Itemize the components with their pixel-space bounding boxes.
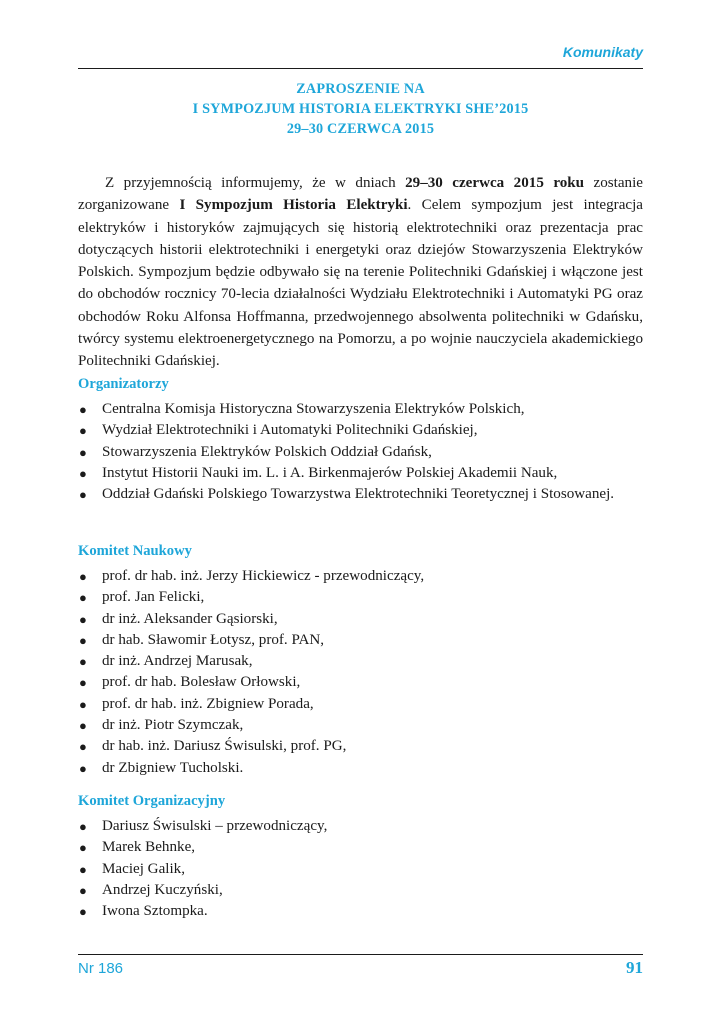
intro-dates: 29–30 czerwca 2015 roku (405, 175, 585, 191)
title-line-1: ZAPROSZENIE NA (296, 81, 425, 97)
scientific-committee-list (78, 566, 643, 779)
document-page (78, 0, 643, 1024)
organizers-heading: Organizatorzy (78, 376, 169, 392)
intro-text-1: Z przyjemnością informujemy, że w dniach (105, 175, 406, 191)
bullet-icon: ● (79, 423, 87, 439)
list-item: ● Oddział Gdański Polskiego Towarzystwa Elektrotechniki Teoretycznej i Stosowanej. (78, 484, 643, 505)
bullet-icon: ● (79, 739, 87, 755)
list-item: ● dr inż. Andrzej Marusak, (78, 651, 643, 672)
list-item: ● dr inż. Aleksander Gąsiorski, (78, 609, 643, 630)
list-item: ● prof. dr hab. inż. Jerzy Hickiewicz - przewodniczący, (78, 566, 643, 587)
section-label: Komunikaty (562, 44, 643, 60)
bullet-icon: ● (79, 590, 87, 606)
list-item: ● dr inż. Piotr Szymczak, (78, 715, 643, 736)
intro-text-2: zostanie zorganizowane (78, 175, 643, 214)
list-item: ● Maciej Galik, (78, 859, 643, 880)
list-item: ● Marek Behnke, (78, 837, 643, 858)
bullet-icon: ● (79, 465, 87, 481)
list-item: ● prof. Jan Felicki, (78, 587, 643, 608)
organizers-list (78, 399, 643, 505)
invitation-title (78, 79, 643, 139)
bullet-icon: ● (79, 840, 87, 856)
bullet-icon: ● (79, 611, 87, 627)
issue-number: Nr 186 (78, 960, 124, 977)
list-item: ● dr hab. Sławomir Łotysz, prof. PAN, (78, 630, 643, 651)
bullet-icon: ● (79, 819, 87, 834)
scientific-committee-heading: Komitet Naukowy (78, 543, 192, 559)
title-line-2: I SYMPOZJUM HISTORIA ELEKTRYKI SHE’2015 (192, 101, 529, 117)
intro-event-name: I Sympozjum Historia Elektryki (179, 197, 408, 214)
list-item: ● Stowarzyszenia Elektryków Polskich Oddział Gdańsk, (78, 442, 643, 463)
bullet-icon: ● (79, 882, 87, 898)
intro-text-3: . Celem sympozjum jest integracja elektryków i historyków zajmujących się historią elektrotechniki oraz prezentacja prac dotyczących historii elektrotechniki i energetyki oraz dziejów Stowarzyszenia Elektryków Polskich. Sympozjum będzie odbywało się na terenie Politechniki Gdańskiej i włączone jest do obchodów rocznicy 70-lecia działalności Wydziału Elektrotechniki i Automatyki PG oraz obchodów Roku Alfonsa Hoffmanna, przedwojennego absolwenta politechniki w Gdańsku, twórcy systemu elektroenergetycznego na Pomorzu, a po wojnie nauczyciela akademickiego Politechniki Gdańskiej. (78, 197, 643, 370)
bottom-divider (78, 954, 643, 955)
bullet-icon: ● (79, 861, 87, 877)
bullet-icon: ● (79, 444, 87, 460)
list-item: ● Instytut Historii Nauki im. L. i A. Birkenmajerów Polskiej Akademii Nauk, (78, 463, 643, 484)
bullet-icon: ● (79, 654, 87, 670)
list-item: ● dr Zbigniew Tucholski. (78, 758, 643, 779)
title-line-3: 29–30 CZERWCA 2015 (286, 121, 435, 137)
page-number: 91 (626, 958, 643, 977)
organizing-committee-list (78, 816, 643, 922)
top-divider (78, 68, 643, 69)
bullet-icon: ● (79, 718, 87, 734)
list-item: ● Iwona Sztompka. (78, 901, 643, 922)
bullet-icon: ● (79, 696, 87, 712)
list-item: ● Andrzej Kuczyński, (78, 880, 643, 901)
bullet-icon: ● (79, 632, 87, 648)
bullet-icon: ● (79, 569, 87, 584)
bullet-icon: ● (79, 402, 87, 417)
bullet-icon: ● (79, 487, 87, 503)
intro-paragraph (78, 172, 643, 373)
bullet-icon: ● (79, 675, 87, 691)
list-item: ● dr hab. inż. Dariusz Świsulski, prof. PG, (78, 736, 643, 757)
organizing-committee-heading: Komitet Organizacyjny (78, 793, 226, 809)
list-item: ● prof. dr hab. inż. Zbigniew Porada, (78, 694, 643, 715)
list-item: ● Wydział Elektrotechniki i Automatyki Politechniki Gdańskiej, (78, 420, 643, 441)
list-item: ● prof. dr hab. Bolesław Orłowski, (78, 672, 643, 693)
list-item: ● Centralna Komisja Historyczna Stowarzyszenia Elektryków Polskich, (78, 399, 643, 420)
bullet-icon: ● (79, 904, 87, 920)
list-item: ● Dariusz Świsulski – przewodniczący, (78, 816, 643, 837)
bullet-icon: ● (79, 760, 87, 776)
